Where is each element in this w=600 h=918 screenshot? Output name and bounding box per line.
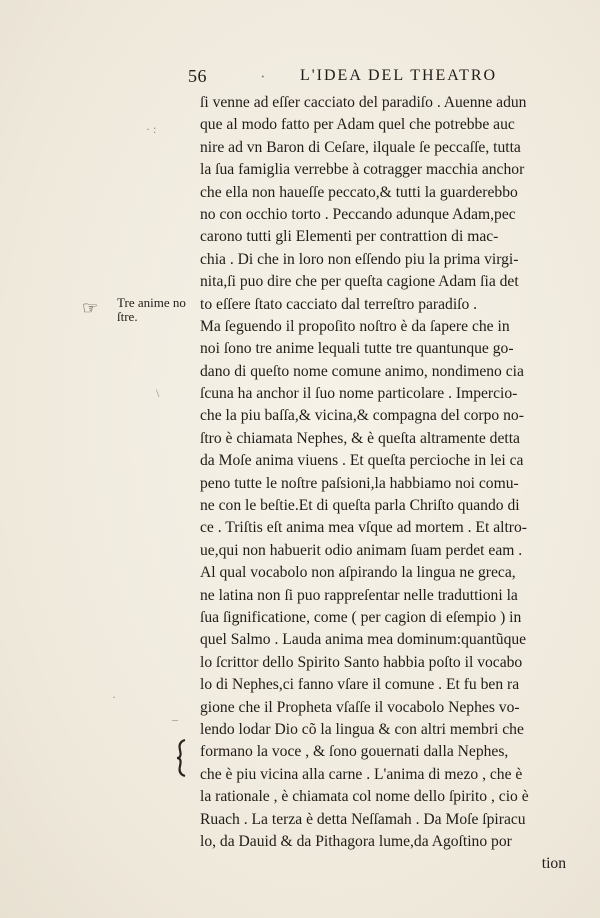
text-line: quel Salmo . Lauda anima mea dominum:quantũque — [200, 631, 527, 649]
faded-mark: · : — [146, 122, 157, 136]
text-line: ſtro è chiamata Nephes, & è queſta altramente detta — [200, 429, 520, 447]
text-line: ſua ſignificatione, come ( per cagion di eſempio ) in — [200, 608, 522, 626]
running-title: L'IDEA DEL THEATRO — [300, 67, 498, 84]
text-line: noi ſono tre anime lequali tutte tre quantunque go- — [200, 340, 514, 358]
text-line: la ſua famiglia verrebbe à cotragger macchia anchor — [200, 161, 525, 179]
text-line: lendo lodar Dio cõ la lingua & con altri membri che — [200, 720, 524, 738]
text-line: nire ad vn Baron di Ceſare, ilquale ſe peccaſſe, tutta — [200, 138, 521, 156]
text-line: ſcuna ha anchor il ſuo nome particolare . Impercio- — [200, 385, 518, 403]
text-line: ce . Triſtis eſt anima mea vſque ad mortem . Et altro- — [200, 519, 527, 537]
margin-note-line: ſtre. — [117, 309, 138, 324]
text-line: nita,ſi puo dire che per queſta cagione Adam ſia det — [200, 273, 519, 291]
faded-mark: · — [112, 690, 116, 704]
manicule-icon: ☞ — [82, 298, 99, 318]
text-line: ue,qui non habuerit odio animam ſuam perdet eam . — [200, 541, 523, 559]
text-line: Ma ſeguendo il propoſito noſtro è da ſapere che in — [200, 317, 510, 335]
text-line: no con occhio torto . Peccando adunque Adam,pec — [200, 205, 516, 223]
text-line: to eſſere ſtato cacciato dal terreſtro paradiſo . — [200, 295, 478, 313]
page-number: 56 — [188, 66, 207, 86]
text-line: peno tutte le noſtre paſsioni,la habbiamo noi comu- — [200, 474, 519, 492]
faded-mark: – — [172, 712, 178, 726]
text-line: formano la voce , & ſono gouernati dalla Nephes, — [200, 743, 509, 761]
margin-bracket-icon — [174, 738, 190, 778]
text-line: ne con le beſtie.Et di queſta parla Chriſto quando di — [200, 497, 520, 515]
text-line: che è piu vicina alla carne . L'anima di mezo , che è — [200, 765, 523, 783]
text-line: lo, da Dauid & da Pithagora lume,da Agoſtino por — [200, 832, 512, 850]
text-line: carono tutti gli Elementi per contrattion di mac- — [200, 228, 499, 246]
text-line: che ella non haueſſe peccato,& tutti la guarderebbo — [200, 183, 518, 201]
text-line: lo ſcrittor dello Spirito Santo habbia poſto il vocabo — [200, 653, 523, 671]
header-ornament: · — [260, 67, 267, 86]
text-line: gione che il Propheta vſaſſe il vocabolo Nephes vo- — [200, 698, 520, 716]
text-line: che la piu baſſa,& vicina,& compagna del corpo no- — [200, 407, 524, 425]
text-line: ſi venne ad eſſer cacciato del paradiſo . Auenne adun — [200, 94, 527, 111]
text-line: chia . Di che in loro non eſſendo piu la prima virgi- — [200, 250, 519, 268]
text-line: ne latina non ſi puo rappreſentar nelle traduttioni la — [200, 586, 518, 604]
margin-note — [117, 296, 195, 324]
margin-note-line: Tre anime no — [117, 295, 186, 310]
text-line: Al qual vocabolo non aſpirando la lingua ne greca, — [200, 564, 516, 582]
faded-mark: \ — [156, 386, 160, 400]
body-text — [200, 92, 572, 876]
text-line: da Moſe anima viuens . Et queſta percioche in lei ca — [200, 452, 524, 470]
text-line: Ruach . La terza è detta Neſſamah . Da Moſe ſpiracu — [200, 810, 526, 828]
text-line: que al modo fatto per Adam quel che potrebbe auc — [200, 116, 515, 134]
text-line: dano di queſto nome comune animo, nondimeno cia — [200, 362, 524, 380]
text-line: la rationale , è chiamata col nome dello ſpirito , cio è — [200, 788, 529, 806]
page-header — [188, 66, 568, 88]
text-line: tion — [541, 855, 566, 873]
text-line: lo di Nephes,ci fanno vſare il comune . Et fu ben ra — [200, 676, 520, 694]
